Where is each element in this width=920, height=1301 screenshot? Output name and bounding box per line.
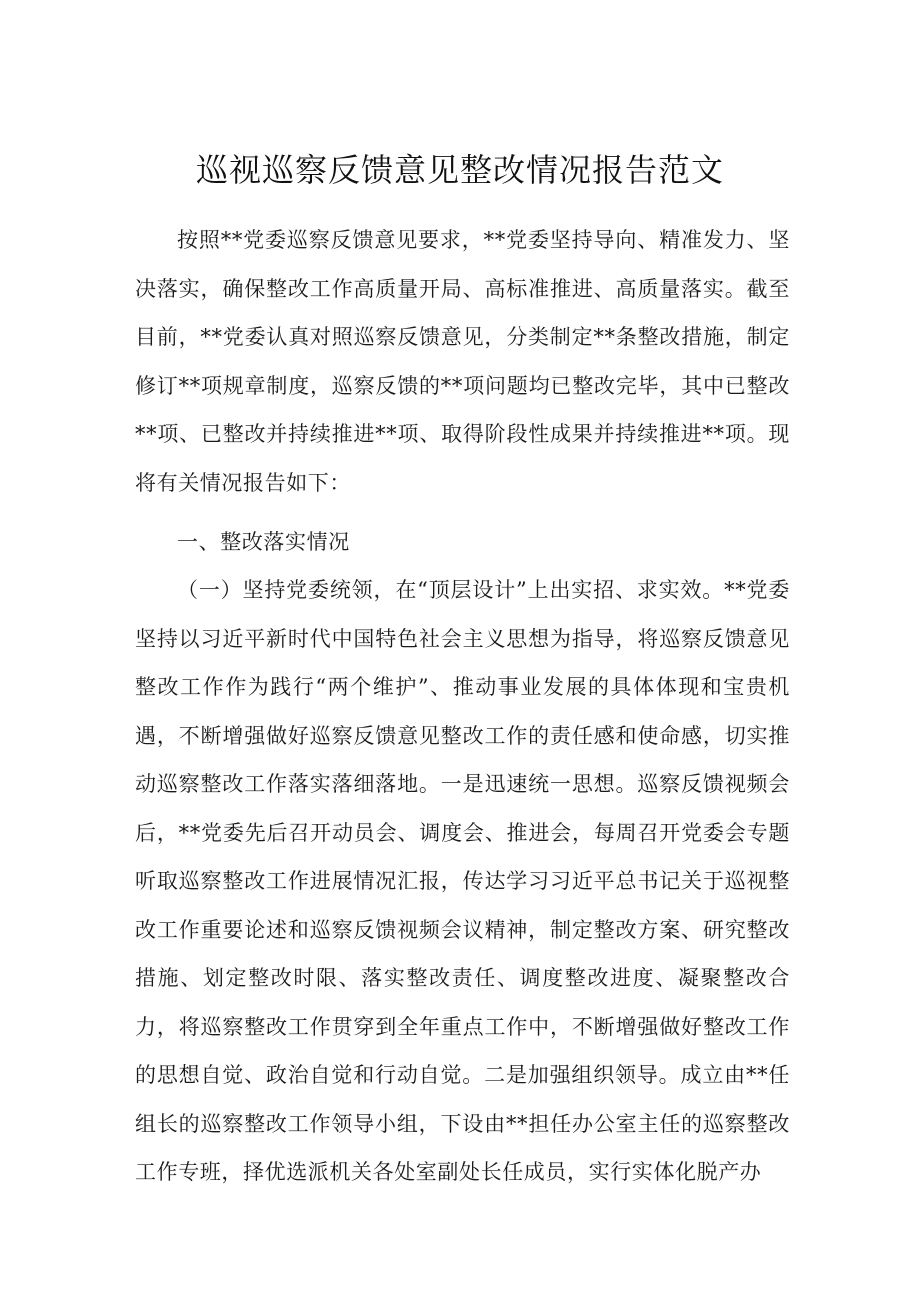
document-title: 巡视巡察反馈意见整改情况报告范文	[195, 151, 724, 189]
subsection-paragraph: （一）坚持党委统领，在“顶层设计”上出实招、求实效。**党委坚持以习近平新时代中国特色社会主义思想为指导，将巡察反馈意见整改工作作为践行“两个维护”、推动事业发展的具体体现和宝贵机遇，不断增强做好巡察反馈意见整改工作的责任感和使命感，切实推动巡察整改工作落实落细落地。一是迅速统一思想。巡察反馈视频会后，**党委先后召开动员会、调度会、推进会，每周召开党委会专题听取巡察整改工作进展情况汇报，传达学习习近平总书记关于巡视整改工作重要论述和巡察反馈视频会议精神，制定整改方案、研究整改措施、划定整改时限、落实整改责任、调度整改进度、凝聚整改合力，将巡察整改工作贯穿到全年重点工作中，不断增强做好整改工作的思想自觉、政治自觉和行动自觉。二是加强组织领导。成立由**任组长的巡察整改工作领导小组，下设由**担任办公室主任的巡察整改工作专班，择优选派机关各处室副处长任成员，实行实体化脱产办	[135, 578, 790, 1184]
intro-paragraph: 按照**党委巡察反馈意见要求，**党委坚持导向、精准发力、坚决落实，确保整改工作高质量开局、高标准推进、高质量落实。截至目前，**党委认真对照巡察反馈意见，分类制定**条整改措施，制定修订**项规章制度，巡察反馈的**项问题均已整改完毕，其中已整改**项、已整改并持续推进**项、取得阶段性成果并持续推进**项。现将有关情况报告如下：	[135, 228, 790, 495]
section-heading: 一、整改落实情况	[177, 530, 350, 554]
